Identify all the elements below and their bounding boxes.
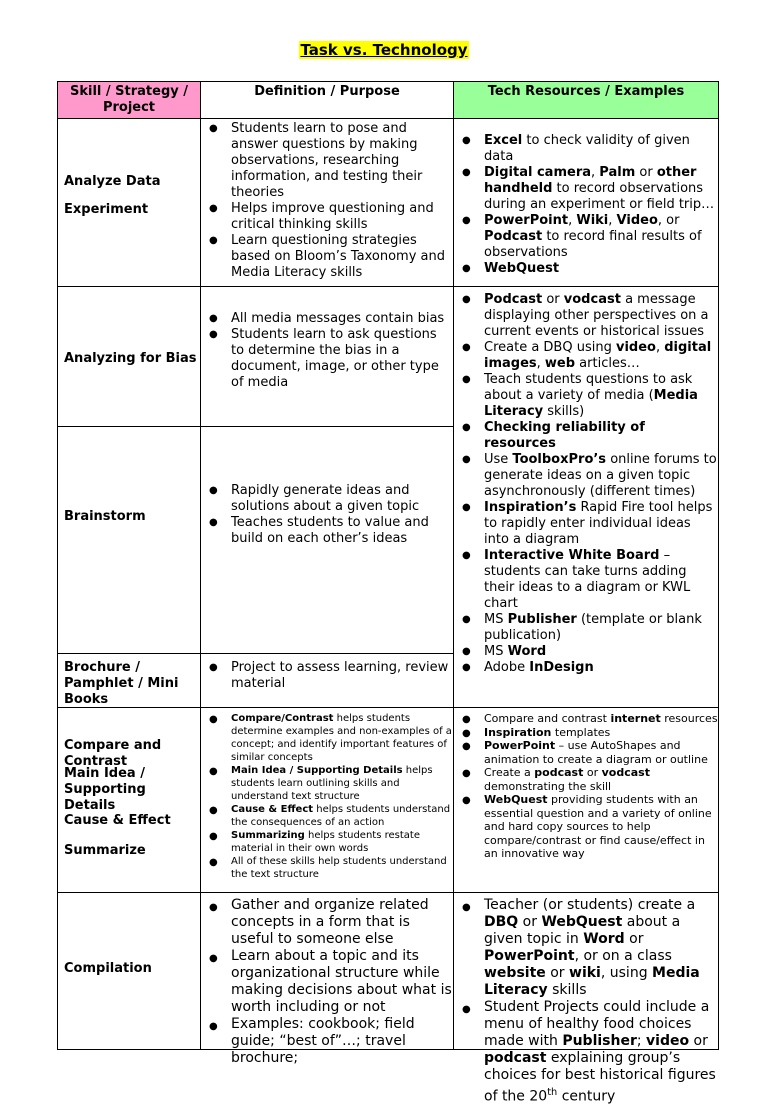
list-item [462,133,718,165]
bold-term: internet [610,712,661,725]
header-tech: Tech Resources / Examples [454,82,719,119]
skill-label: Summarize [64,843,146,858]
bold-term: Excel [484,133,523,148]
text-run: skills) [543,404,585,419]
text-run: , [536,356,545,371]
bold-term: WebQuest [484,261,560,276]
list-item [462,452,718,500]
task-table [57,81,719,1105]
list-item [209,712,453,764]
bullet-icon: ● [209,714,218,725]
table-row [58,287,719,427]
bold-term: Digital camera [484,165,592,180]
bold-term: vodcast [563,292,621,307]
bold-term: Word [583,931,625,947]
list-item [462,644,718,660]
list-item: Learn questioning strategies based on Bloom’s Taxonomy and Media Literacy skills [231,233,445,280]
definition-list [201,121,453,281]
bullet-icon: ● [462,768,471,779]
list-item [462,793,718,861]
bold-term: Inspiration’s [484,500,577,515]
text-run: or [624,931,644,947]
text-run: articles… [575,356,640,371]
skill-label: Cause & Effect [64,813,171,828]
bullet-icon: ● [462,374,471,385]
text-run: Rapid Fire tool helps to rapidly enter individual ideas into a diagram [484,500,713,547]
text-run: century [557,1088,616,1105]
list-item [462,500,718,548]
text-run: helps students restate material in their own words [231,830,420,854]
list-item: Examples: cookbook; field guide; “best of”…; travel brochure; [231,1016,415,1066]
list-item [209,829,453,855]
bold-term: Publisher [507,612,577,627]
tech-list [454,133,718,277]
text-run: – use AutoShapes and animation to create a diagram or outline [484,739,708,766]
bullet-icon: ● [209,662,218,673]
list-item: Project to assess learning, review material [231,660,449,691]
tech-list [454,452,718,612]
list-item: Learn about a topic and its organizational structure while making decisions about what is worth including or not [231,948,452,1015]
bold-term: Publisher [562,1033,637,1049]
bullet-icon: ● [462,795,471,806]
text-run: – students can take turns adding their ideas to a diagram or KWL chart [484,548,691,611]
list-item [462,165,718,213]
definition-list [201,311,453,391]
text-run: Adobe [484,660,530,675]
list-item [462,420,718,452]
bullet-icon: ● [209,766,218,777]
bold-term: Interactive White Board [484,548,660,563]
bullet-icon: ● [462,646,471,657]
list-item [462,340,718,372]
text-run: ; [636,1033,647,1049]
text-run: , [591,165,600,180]
skill-label: Analyze Data [64,174,161,189]
definition-list [201,897,453,1067]
text-run: demonstrating the skill [484,779,612,793]
tech-list [454,612,718,676]
bold-term: Word [507,644,547,659]
bullet-icon: ● [209,902,218,913]
bold-term: PowerPoint [484,948,575,964]
bold-term: web [544,356,576,371]
tech-list [454,712,718,861]
list-item [462,766,718,793]
text-run: , or [657,213,680,228]
bullet-icon: ● [462,662,471,673]
list-item [462,897,718,999]
bullet-icon: ● [209,329,218,340]
bold-term: digital images [484,340,712,371]
text-run: Compare and contrast [484,712,611,725]
list-item: Teaches students to value and build on each other’s ideas [231,515,429,546]
list-item: Students learn to ask questions to determine the bias in a document, image, or other type of media [231,327,439,390]
bold-term: podcast [534,766,584,779]
bold-term: InDesign [529,660,594,675]
bold-term: Video [616,213,658,228]
bold-term: vodcast [601,766,650,779]
bold-term: Inspiration [484,725,552,739]
text-run: , [655,340,665,355]
text-run: or [518,914,542,930]
tech-list [454,897,718,1106]
text-run: Teacher (or students) create a [484,897,696,913]
text-run: online forums to generate ideas on a given topic asynchronously (different times) [484,452,717,499]
bold-term: wiki [569,965,601,981]
bold-term: WebQuest [484,793,548,806]
text-run: , using [600,965,653,981]
bold-term: DBQ [484,914,519,930]
skill-label: Compare and Contrast [64,738,162,769]
bullet-icon: ● [462,714,471,725]
text-run: helps students learn outlining skills and understand text structure [231,765,433,802]
text-run: providing students with an essential question and a variety of online and hard copy sources to help compare/contrast or find cause/effect in an innovative way [484,793,712,860]
bullet-icon: ● [209,857,218,868]
bold-term: Checking reliability of resources [484,420,645,451]
bullet-icon: ● [462,215,471,226]
bold-term: ToolboxPro’s [512,452,607,467]
list-item [462,660,718,676]
text-run: th [547,1087,558,1098]
bold-term: Wiki [576,213,609,228]
bold-term: Media Literacy [484,388,698,419]
bullet-icon: ● [462,454,471,465]
text-run: Teach students questions to ask about a variety of media ( [484,372,693,403]
list-item [462,372,718,420]
bullet-icon: ● [209,953,218,964]
bullet-icon: ● [209,313,218,324]
text-run: to record final results of observations [484,229,702,260]
bold-term: PowerPoint [484,739,556,752]
skill-label: Main Idea / Supporting Details [64,766,146,813]
bullet-icon: ● [209,485,218,496]
header-row [58,82,719,119]
bullet-icon: ● [209,831,218,842]
definition-list [201,660,453,692]
bold-term: Palm [599,165,636,180]
bullet-icon: ● [462,741,471,752]
text-run: a message displaying other perspectives on a current events or historical issues [484,292,709,339]
text-run: Create a [484,766,535,779]
bullet-icon: ● [209,123,218,134]
skill-label: Brochure / Pamphlet / Mini Books [64,660,179,707]
bullet-icon: ● [462,422,471,433]
list-item [462,999,718,1106]
text-run: Create a DBQ using [484,340,616,355]
tech-list [454,292,718,452]
list-item [462,261,718,277]
title-text: Task vs. Technology [300,41,468,59]
bullet-icon: ● [462,614,471,625]
definition-list [201,483,453,547]
table-row [58,119,719,287]
text-run: or [542,292,564,307]
text-run: explaining group’s choices for best historical figures of the 20 [484,1050,716,1105]
bold-term: Main Idea / Supporting Details [231,765,403,776]
bold-term: Compare/Contrast [231,713,334,724]
bold-term: video [646,1033,690,1049]
skill-label: Analyzing for Bias [64,351,197,366]
text-run: skills [547,982,587,998]
bold-term: Cause & Effect [231,804,314,815]
list-item [462,725,718,740]
bullet-icon: ● [209,1021,218,1032]
bullet-icon: ● [462,502,471,513]
bullet-icon: ● [462,902,471,913]
text-run: templates [551,725,611,739]
list-item: Gather and organize related concepts in a form that is useful to someone else [231,897,429,947]
list-item [209,803,453,829]
list-item [462,712,718,726]
bold-term: Podcast [484,292,543,307]
definition-list [201,712,453,881]
text-run: or [545,965,570,981]
text-run: (template or blank publication) [484,612,702,643]
bold-term: website [484,965,546,981]
text-run: helps students determine examples and non-examples of a concept; and identify important features of similar concepts [231,713,452,763]
bullet-icon: ● [209,235,218,246]
list-item [209,855,453,881]
list-item: All media messages contain bias [231,311,445,326]
bold-term: WebQuest [541,914,623,930]
text-run: , [568,213,577,228]
text-run: Use [484,452,513,467]
bullet-icon: ● [209,517,218,528]
list-item [462,292,718,340]
skill-label: Compilation [64,961,152,976]
header-definition: Definition / Purpose [201,82,454,119]
bold-term: podcast [484,1050,547,1066]
text-run: MS [484,612,508,627]
text-run: to record observations during an experiment or field trip… [484,181,715,212]
text-run: helps students understand the consequences of an action [231,804,451,828]
skill-label: Brainstorm [64,509,146,524]
bullet-icon: ● [462,550,471,561]
bullet-icon: ● [462,727,471,739]
list-item [462,548,718,612]
list-item [209,764,453,803]
bold-term: Podcast [484,229,543,244]
bold-term: Media Literacy [484,965,700,998]
table-row [58,893,719,1050]
bold-term: Summarizing [231,830,305,841]
text-run: about a given topic in [484,914,681,947]
list-item: Helps improve questioning and critical thinking skills [231,201,434,232]
text-run: All of these skills help students understand the text structure [231,856,447,880]
page-title [0,40,768,59]
skill-label: Experiment [64,202,149,217]
bullet-icon: ● [462,135,471,146]
header-skill: Skill / Strategy / Project [58,82,201,119]
list-item: Students learn to pose and answer questions by making observations, researching information, and testing their theories [231,121,423,200]
text-run: , [608,213,617,228]
bullet-icon: ● [462,342,471,353]
table-row [58,708,719,893]
bullet-icon: ● [462,263,471,274]
text-run: Student Projects could include a menu of healthy food choices made with [484,999,710,1049]
text-run: or [635,165,657,180]
bullet-icon: ● [462,167,471,178]
bold-term: video [615,340,656,355]
list-item [462,612,718,644]
bullet-icon: ● [462,1004,471,1015]
text-run: MS [484,644,508,659]
list-item [462,213,718,261]
text-run: resources [660,712,718,725]
bullet-icon: ● [209,203,218,214]
text-run: or [689,1033,708,1049]
list-item: Rapidly generate ideas and solutions about a given topic [231,483,420,514]
list-item [462,739,718,766]
bold-term: other handheld [484,165,697,196]
text-run: or [583,766,602,779]
bullet-icon: ● [209,805,218,816]
bullet-icon: ● [462,294,471,305]
text-run: to check validity of given data [484,133,690,164]
text-run: , or on a class [574,948,672,964]
bold-term: PowerPoint [484,213,569,228]
